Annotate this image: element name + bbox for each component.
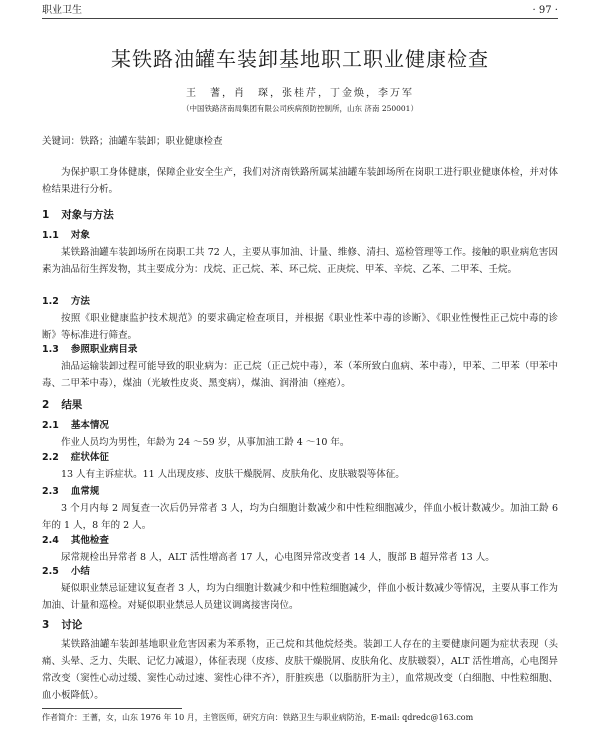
section-number: 3	[42, 619, 50, 631]
subsection-title: 其他检查	[70, 535, 109, 546]
subsection-body: 某铁路油罐车装卸场所在岗职工共 72 人，主要从事加油、计量、维修、清扫、巡检管理等工作。接触的职业病危害因素为油品衍生挥发物，其主要成分为：戊烷、正己烷、苯、环己烷、正庚烷、甲苯、辛烷、乙苯、二甲苯、壬烷。	[42, 247, 558, 275]
subsection-body: 作业人员均为男性，年龄为 24 ～59 岁，从事加油工龄 4 ～10 年。	[61, 437, 350, 448]
subsection-body: 尿常规检出异常者 8 人，ALT 活性增高者 17 人，心电图异常改变者 14 人，腹部 B 超异常者 13 人。	[61, 552, 495, 563]
subsection-heading	[42, 229, 90, 243]
keywords: 关键词：铁路；油罐车装卸；职业健康检查	[42, 136, 223, 147]
section-title: 结果	[61, 399, 83, 411]
subsection-number: 1.1	[42, 230, 59, 241]
subsection-heading	[42, 295, 90, 309]
subsection-title: 症状体征	[70, 452, 109, 463]
article-authors: 王 蓍，肖 琛，张桂芹，丁金焕，李万军	[186, 88, 414, 99]
running-header	[42, 4, 558, 19]
subsection-number: 1.3	[42, 344, 59, 355]
subsection-body: 3 个月内每 2 周复查一次后仍异常者 3 人，均为白细胞计数减少和中性粒细胞减少，伴血小板计数减少。加油工龄 6 年的 1 人，8 年的 2 人。	[42, 503, 558, 531]
subsection-number: 2.2	[42, 452, 59, 463]
subsection-number: 2.5	[42, 566, 59, 577]
section-heading	[42, 618, 82, 632]
subsection-body: 疑似职业禁忌证建议复查者 3 人，均为白细胞计数减少和中性粒细胞减少，伴血小板计数减少等情况，主要从事工作为加油、计量和巡检。对疑似职业禁忌人员建议调离接害岗位。	[42, 583, 558, 611]
journal-name: 职业卫生	[42, 5, 82, 16]
section-title: 讨论	[61, 619, 83, 631]
subsection-title: 参照职业病目录	[70, 344, 138, 355]
subsection-number: 2.4	[42, 535, 59, 546]
subsection-title: 小结	[70, 566, 90, 577]
subsection-heading	[42, 485, 99, 499]
subsection-body: 油品运输装卸过程可能导致的职业病为：正己烷（正己烷中毒），苯（苯所致白血病、苯中毒），甲苯、二甲苯（甲苯中毒、二甲苯中毒），煤油（光敏性皮炎、黑变病），煤油、润滑油（痤疮）。	[42, 361, 558, 389]
author-footnote: 作者简介：王蓍，女，山东 1976 年 10 月，主管医师，研究方向：铁路卫生与职业病防治，E-mail: qdredc@163.com	[42, 713, 474, 722]
subsection-heading	[42, 343, 137, 357]
article-affiliation: （中国铁路济南局集团有限公司疾病预防控制所，山东 济南 250001）	[182, 104, 418, 113]
section-heading	[42, 208, 114, 222]
subsection-body: 按照《职业健康监护技术规范》的要求确定检查项目，并根据《职业性苯中毒的诊断》、《职业性慢性正己烷中毒的诊断》等标准进行筛查。	[42, 313, 558, 341]
footnote-divider	[42, 708, 182, 709]
section-heading	[42, 398, 82, 412]
section-number: 2	[42, 399, 50, 411]
subsection-title: 血常规	[70, 486, 100, 497]
subsection-body: 13 人有主诉症状。11 人出现皮疹、皮肤干燥脱屑、皮肤角化、皮肤皲裂等体征。	[61, 469, 405, 480]
discussion-body: 某铁路油罐车装卸基地职业危害因素为苯系物，正己烷和其他烷烃类。装卸工人存在的主要健康问题为症状表现（头痛、头晕、乏力、失眠、记忆力减退），体征表现（皮疹、皮肤干燥脱屑、皮肤角化、皮肤皲裂），ALT 活性增高，心电图异常改变（窦性心动过缓、窦性心动过速、窦性心律不齐），肝脏疾患（以脂肪肝为主），血常规改变（白细胞、中性粒细胞、血小板降低）。	[42, 639, 558, 701]
subsection-heading	[42, 534, 109, 548]
subsection-number: 1.2	[42, 296, 59, 307]
subsection-number: 2.1	[42, 420, 59, 431]
subsection-heading	[42, 565, 90, 579]
subsection-title: 基本情况	[70, 420, 109, 431]
page-number: · 97 ·	[532, 5, 558, 16]
subsection-title: 方法	[70, 296, 90, 307]
subsection-heading	[42, 451, 109, 465]
section-number: 1	[42, 209, 50, 221]
subsection-heading	[42, 419, 109, 433]
subsection-title: 对象	[70, 230, 90, 241]
section-title: 对象与方法	[61, 209, 114, 221]
intro-paragraph: 为保护职工身体健康，保障企业安全生产，我们对济南铁路所属某油罐车装卸场所在岗职工进行职业健康体检，并对体检结果进行分析。	[42, 167, 558, 195]
subsection-number: 2.3	[42, 486, 59, 497]
article-title: 某铁路油罐车装卸基地职工职业健康检查	[111, 47, 489, 71]
